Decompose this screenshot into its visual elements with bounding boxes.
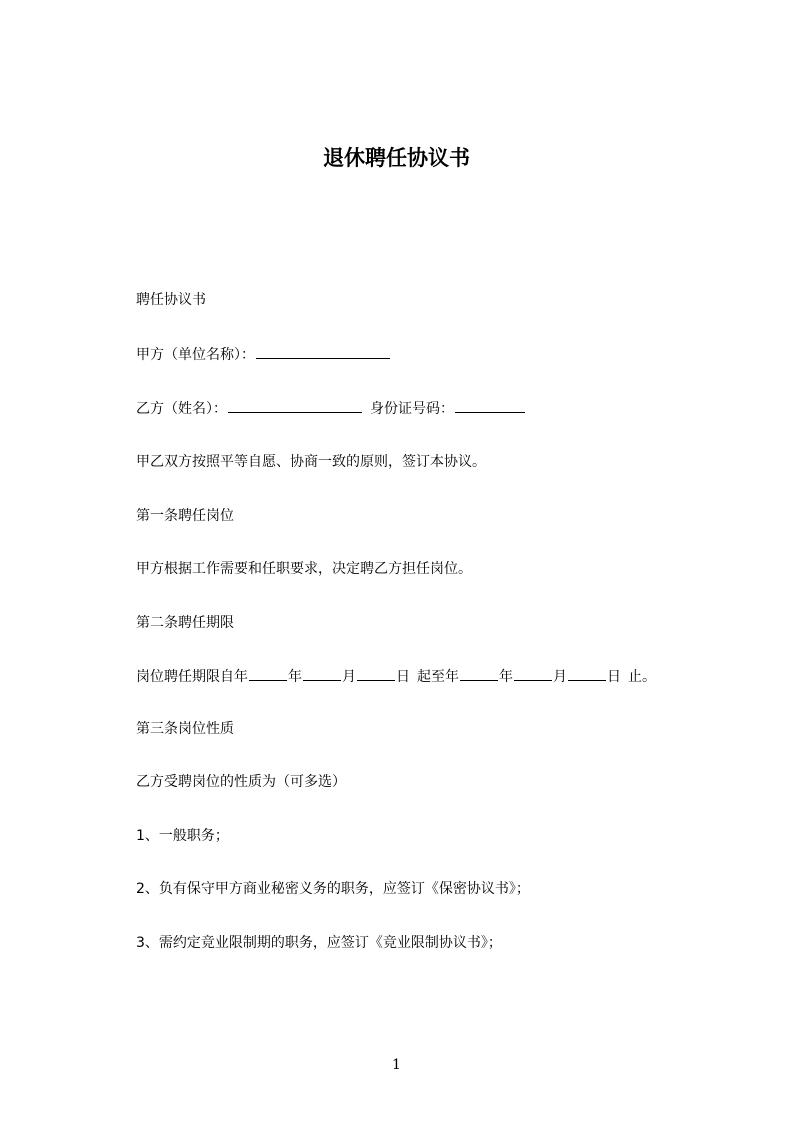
article-2-title: 第二条聘任期限 xyxy=(136,615,234,631)
term-to-label: 起至年 xyxy=(417,669,459,685)
start-month-blank[interactable] xyxy=(303,666,341,681)
end-month-blank[interactable] xyxy=(514,666,552,681)
party-a-line xyxy=(136,344,391,365)
term-end-label: 止。 xyxy=(628,669,656,685)
start-day-blank[interactable] xyxy=(357,666,395,681)
article-3-intro: 乙方受聘岗位的性质为（可多选） xyxy=(136,774,346,790)
party-a-label: 甲方（单位名称）： xyxy=(136,347,255,363)
intro-paragraph: 甲乙双方按照平等自愿、协商一致的原则，签订本协议。 xyxy=(136,454,486,470)
article-1-title: 第一条聘任岗位 xyxy=(136,508,234,524)
term-year2-label: 年 xyxy=(499,669,513,685)
end-day-blank[interactable] xyxy=(568,666,606,681)
page-number: 1 xyxy=(392,1057,401,1073)
option-item: 2、负有保守甲方商业秘密义务的职务，应签订《保密协议书》； xyxy=(136,881,530,897)
party-a-blank[interactable] xyxy=(256,344,390,359)
option-item: 1、一般职务； xyxy=(136,828,229,844)
term-prefix: 岗位聘任期限自年 xyxy=(136,669,248,685)
agreement-heading: 聘任协议书 xyxy=(136,292,206,308)
term-month2-label: 月 xyxy=(553,669,567,685)
party-b-line xyxy=(136,398,526,419)
start-year-blank[interactable] xyxy=(249,666,287,681)
article-1-text: 甲方根据工作需要和任职要求，决定聘乙方担任岗位。 xyxy=(136,561,472,577)
article-3-title: 第三条岗位性质 xyxy=(136,721,234,737)
party-b-label: 乙方（姓名）： xyxy=(136,401,227,417)
page-title: 退休聘任协议书 xyxy=(323,146,470,170)
term-year-label: 年 xyxy=(288,669,302,685)
term-day-from-label: 日 xyxy=(396,669,410,685)
id-number-blank[interactable] xyxy=(455,398,525,413)
party-b-name-blank[interactable] xyxy=(228,398,362,413)
option-item: 3、需约定竞业限制期的职务，应签订《竞业限制协议书》； xyxy=(136,935,502,951)
end-year-blank[interactable] xyxy=(460,666,498,681)
term-line xyxy=(136,666,656,687)
term-month-label: 月 xyxy=(342,669,356,685)
term-day-to-label: 日 xyxy=(607,669,621,685)
id-number-label: 身份证号码： xyxy=(370,401,454,417)
